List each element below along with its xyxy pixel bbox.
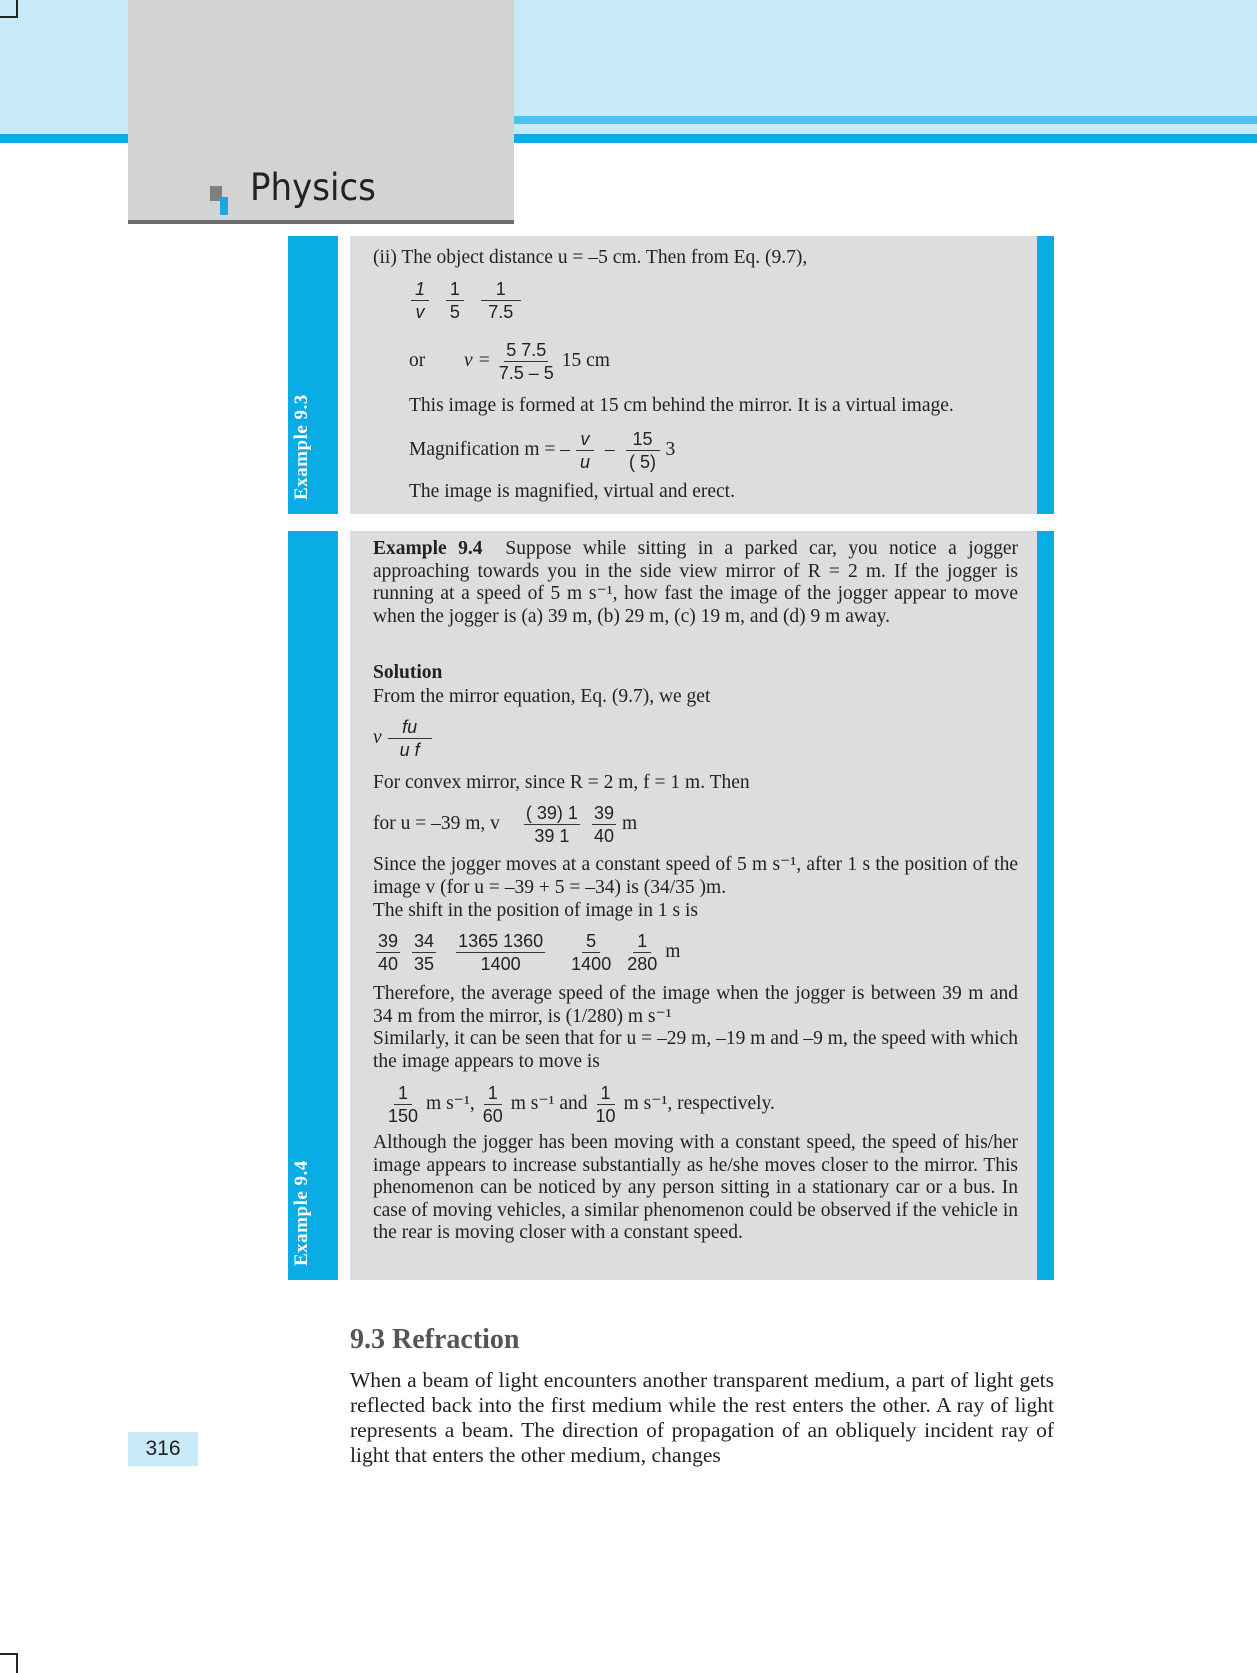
- math-term: 40: [593, 826, 614, 846]
- math-term: [524, 802, 580, 847]
- math-term: 1365 1360: [458, 931, 544, 951]
- math-term: v =: [464, 349, 491, 371]
- equation: [373, 802, 637, 847]
- math-term: or: [409, 349, 426, 371]
- math-term: 7.5 – 5: [498, 363, 554, 383]
- math-term: [376, 930, 400, 975]
- equation: [373, 716, 438, 761]
- math-term: 39: [378, 931, 399, 951]
- math-term: [576, 428, 594, 473]
- math-term: 39 1: [534, 826, 570, 846]
- example-9-3-box: [350, 236, 1037, 514]
- solution-heading: Solution: [373, 662, 443, 683]
- math-term: respectively.: [677, 1092, 775, 1114]
- text-para: Similarly, it can be seen that for u = –29 m, –19 m and –9 m, the speed with which the image appears to move is: [373, 1028, 1018, 1072]
- example-9-4-box: [350, 531, 1037, 1280]
- math-term: 150: [388, 1106, 419, 1126]
- math-term: m s⁻¹,: [426, 1092, 475, 1114]
- example-sidebar: [288, 236, 338, 514]
- math-term: v: [373, 726, 382, 748]
- math-term: 7.5: [488, 302, 514, 322]
- math-term: v: [415, 302, 425, 322]
- text-para: Therefore, the average speed of the image when the jogger is between 39 m and 34 m from the mirror, is (1/280) m s⁻¹: [373, 983, 1018, 1027]
- text-para: Although the jogger has been moving with a constant speed, the speed of his/her image appears to increase substantially as he/she moves closer to the mirror. This phenomenon can be noticed by any person sitting in a stationary car or a bus. In case of moving vehicles, a similar phenomenon could be observed if the vehicle in the rear is moving closer with a constant speed.: [373, 1132, 1018, 1243]
- equation: Magnification m = – $\frac{v}{u}$ – $\frac{15}{( 5)}$ 3: [409, 429, 676, 472]
- text-line: This image is formed at 15 cm behind the mirror. It is a virtual image.: [409, 395, 954, 416]
- math-term: [388, 716, 432, 761]
- math-term: 5: [449, 302, 460, 322]
- math-term: 1: [597, 1082, 615, 1105]
- chapter-title: Physics: [250, 166, 376, 209]
- math-term: 5: [582, 930, 600, 953]
- math-term: fu: [388, 716, 432, 739]
- math-term: for u = –39 m, v: [373, 812, 500, 834]
- text-line: The shift in the position of image in 1 s is: [373, 900, 698, 921]
- math-term: 280: [627, 954, 658, 974]
- math-term: 1: [484, 1082, 502, 1105]
- math-term: m s⁻¹,: [623, 1092, 673, 1114]
- math-term: 5 7.5: [506, 340, 547, 360]
- math-term: 1: [394, 1082, 412, 1105]
- box-edge: [1037, 531, 1054, 1280]
- example-label: Example 9.3: [291, 394, 312, 500]
- math-term: 35: [414, 954, 435, 974]
- text-para: Since the jogger moves at a constant speed of 5 m s⁻¹, after 1 s the position of the image v (for u = –39 + 5 = –34) is (34/35 )m.: [373, 854, 1018, 898]
- math-term: 1400: [480, 954, 521, 974]
- math-term: u f: [399, 740, 420, 760]
- math-term: 60: [482, 1106, 503, 1126]
- crop-mark: [0, 1653, 18, 1673]
- math-term: [626, 428, 660, 473]
- math-term: m s⁻¹ and: [510, 1092, 588, 1114]
- math-term: 1: [411, 278, 429, 301]
- header-stripe: [514, 116, 1257, 124]
- math-term: 1400: [571, 954, 612, 974]
- math-term: 1: [481, 278, 521, 301]
- math-term: [625, 930, 659, 975]
- math-term: [412, 930, 436, 975]
- math-term: 1: [446, 278, 464, 301]
- math-term: 39: [593, 803, 614, 823]
- math-term: [456, 930, 545, 975]
- equation: [380, 1082, 775, 1127]
- example-sidebar: [288, 531, 338, 1280]
- math-term: 15 cm: [561, 349, 610, 371]
- text-line: The image is magnified, virtual and erect.: [409, 481, 735, 502]
- math-term: 1: [633, 930, 651, 953]
- equation: [405, 278, 527, 323]
- math-term: 3: [665, 438, 676, 460]
- math-term: m: [621, 812, 638, 834]
- page-number: 316: [128, 1432, 198, 1466]
- math-term: [481, 1082, 505, 1127]
- math-term: [446, 278, 464, 323]
- math-term: [386, 1082, 420, 1127]
- problem-text: Example 9.4 Suppose while sitting in a parked car, you notice a jogger approaching towards you in the side view mirror of R = 2 m. If the jogger is running at a speed of 5 m s⁻¹, how fast the image of the jogger appear to move when the jogger is (a) 39 m, (b) 29 m, (c) 19 m, and (d) 9 m away.: [373, 538, 1019, 627]
- math-term: 34: [414, 931, 435, 951]
- example-label: Example 9.4: [291, 1160, 312, 1266]
- math-term: [569, 930, 613, 975]
- equation: [373, 930, 680, 975]
- equation: [409, 339, 610, 384]
- text-line: (ii) The object distance u = –5 cm. Then from Eq. (9.7),: [373, 247, 808, 268]
- math-term: [592, 802, 616, 847]
- section-heading: 9.3 Refraction: [350, 1324, 520, 1355]
- box-edge: [1037, 236, 1054, 514]
- crop-mark: [0, 0, 18, 18]
- text-line: From the mirror equation, Eq. (9.7), we get: [373, 686, 711, 707]
- math-term: v: [576, 428, 594, 451]
- math-term: m: [665, 940, 681, 962]
- math-term: 40: [378, 954, 399, 974]
- logo-icon: [220, 197, 228, 215]
- math-term: 10: [595, 1106, 616, 1126]
- text-line: For convex mirror, since R = 2 m, f = 1 m. Then: [373, 772, 750, 793]
- section-paragraph: When a beam of light encounters another transparent medium, a part of light gets reflected back into the first medium while the rest enters the other. A ray of light represents a beam. The direction of propagation of an obliquely incident ray of light that enters the other medium, changes: [350, 1368, 1054, 1467]
- math-term: Magnification m = –: [409, 438, 571, 460]
- math-term: u: [580, 452, 591, 472]
- math-term: ( 39) 1: [525, 803, 578, 823]
- math-term: ( 5): [629, 452, 657, 472]
- math-term: 15: [626, 428, 660, 451]
- math-term: [497, 339, 556, 384]
- math-term: Suppose while sitting in a parked car, you notice a jogger approaching towards you in the side view mirror of R = 2 m. If the jogger is running at a speed of 5 m s⁻¹, how fast the image of the jogger appear to move when the jogger is (a) 39 m, (b) 29 m, (c) 19 m, and (d) 9 m away.: [373, 538, 1019, 627]
- math-term: [594, 1082, 618, 1127]
- math-term: [481, 278, 521, 323]
- math-term: [411, 278, 429, 323]
